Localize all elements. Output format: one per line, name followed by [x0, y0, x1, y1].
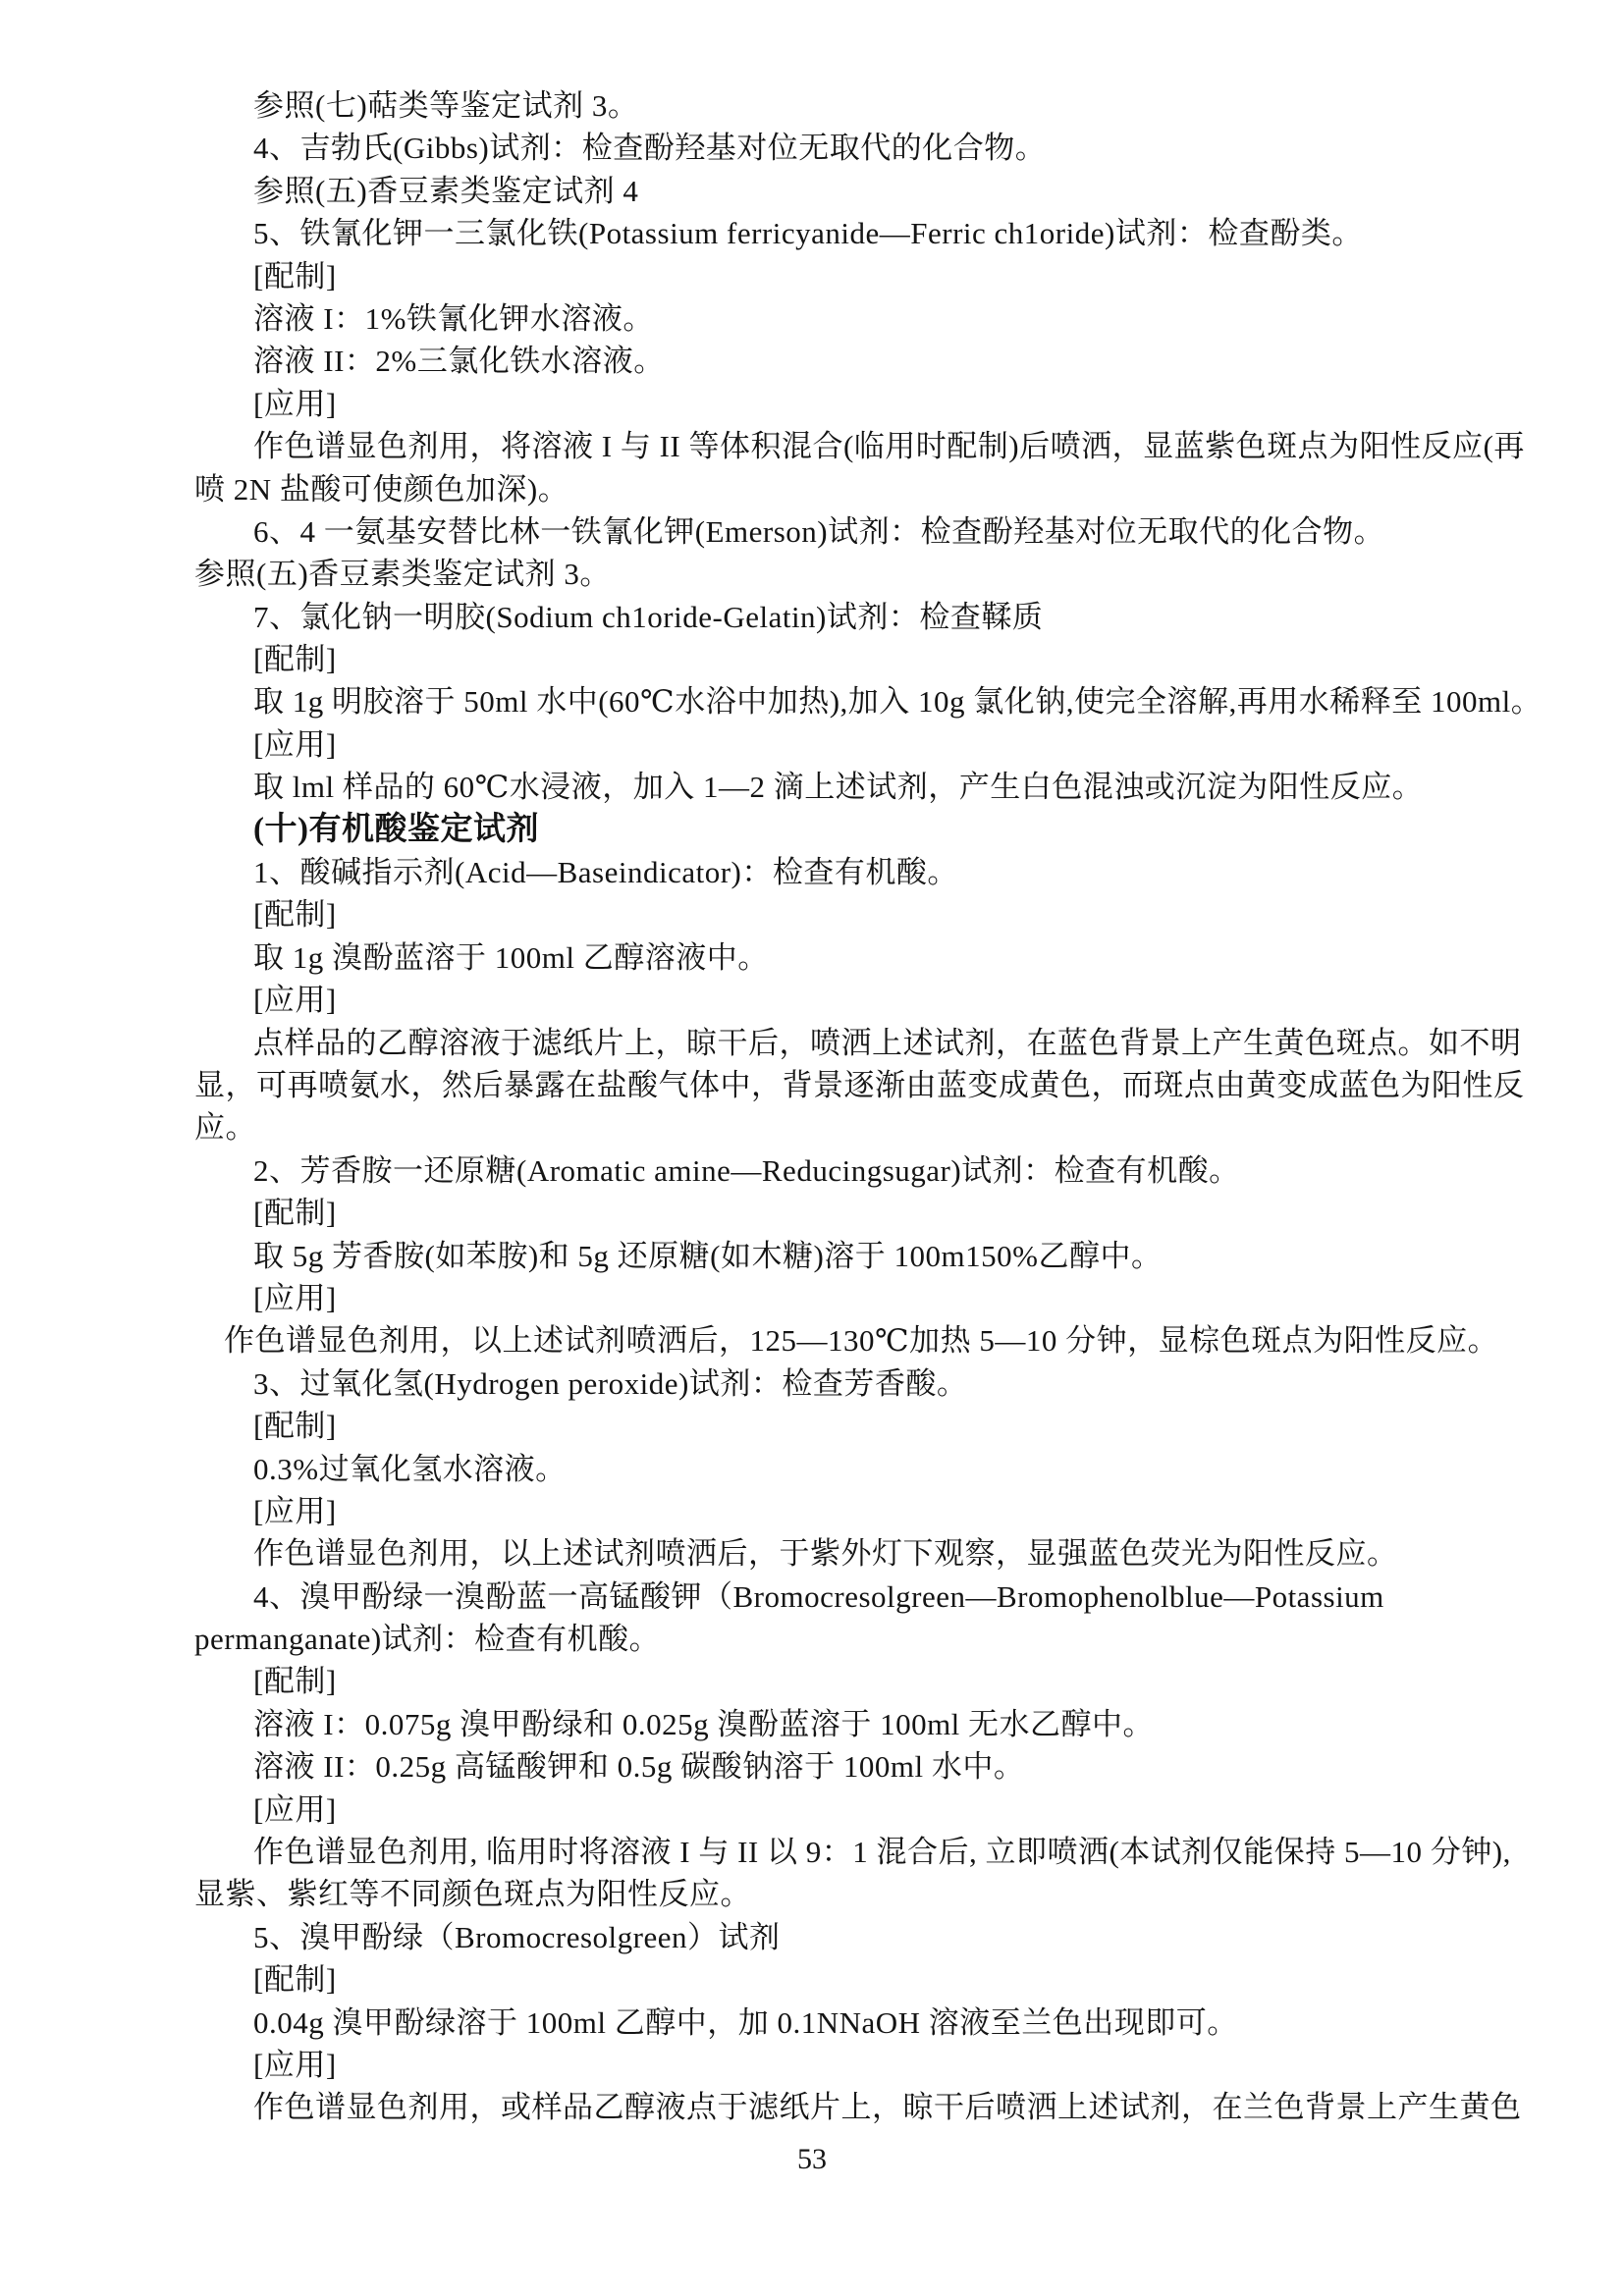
text-line: 2、芳香胺一还原糖(Aromatic amine—Reducingsugar)试剂：检查有机酸。 [253, 1152, 1240, 1188]
text-line: [应用] [253, 1280, 337, 1315]
text-line: [配制] [253, 1196, 337, 1231]
text-line: 6、4 一氨基安替比林一铁氰化钾(Emerson)试剂：检查酚羟基对位无取代的化合物。 [253, 513, 1385, 549]
text-line: 3、过氧化氢(Hydrogen peroxide)试剂：检查芳香酸。 [253, 1365, 968, 1401]
text-line: [配制] [253, 897, 337, 933]
text-line: 5、溴甲酚绿（Bromocresolgreen）试剂 [253, 1919, 781, 1954]
text-line: 显紫、紫红等不同颜色斑点为阳性反应。 [194, 1877, 751, 1912]
text-line: 0.3%过氧化氢水溶液。 [253, 1451, 567, 1486]
text-line: [应用] [253, 983, 337, 1018]
text-line: 取 1g 溴酚蓝溶于 100ml 乙醇溶液中。 [253, 939, 769, 975]
text-line: 0.04g 溴甲酚绿溶于 100ml 乙醇中，加 0.1NNaOH 溶液至兰色出现即可。 [253, 2004, 1238, 2040]
text-line: [应用] [253, 2047, 337, 2082]
text-line: [配制] [253, 1962, 337, 1998]
text-line: 参照(五)香豆素类鉴定试剂 4 [253, 173, 639, 208]
text-line: [配制] [253, 258, 337, 294]
text-line: 作色谱显色剂用，以上述试剂喷洒后，于紫外灯下观察，显强蓝色荧光为阳性反应。 [253, 1536, 1398, 1572]
text-line: 显，可再喷氨水，然后暴露在盐酸气体中，背景逐渐由蓝变成黄色，而斑点由黄变成蓝色为阳性反 [194, 1067, 1525, 1102]
text-line: 作色谱显色剂用，将溶液 I 与 II 等体积混合(临用时配制)后喷洒，显蓝紫色斑点为阳性反应(再 [253, 429, 1525, 464]
text-line: [应用] [253, 1493, 337, 1528]
text-line: 4、吉勃氏(Gibbs)试剂：检查酚羟基对位无取代的化合物。 [253, 131, 1047, 166]
text-line: 取 1g 明胶溶于 50ml 水中(60℃水浴中加热),加入 10g 氯化钠,使完全溶解,再用水稀释至 100ml。 [253, 684, 1543, 720]
text-line: 作色谱显色剂用，或样品乙醇液点于滤纸片上，晾干后喷洒上述试剂，在兰色背景上产生黄色 [253, 2090, 1522, 2125]
text-line: 喷 2N 盐酸可使颜色加深)。 [194, 471, 569, 507]
text-line: 7、氯化钠一明胶(Sodium ch1oride-Gelatin)试剂：检查鞣质 [253, 599, 1044, 634]
text-line: [配制] [253, 1664, 337, 1699]
text-line: [应用] [253, 1791, 337, 1827]
text-line: [应用] [253, 726, 337, 762]
text-line: 应。 [194, 1110, 256, 1146]
text-line: 4、溴甲酚绿一溴酚蓝一高锰酸钾（Bromocresolgreen—Bromophenolblue—Potassium [253, 1578, 1384, 1614]
text-line: 溶液 I：0.075g 溴甲酚绿和 0.025g 溴酚蓝溶于 100ml 无水乙醇中。 [253, 1706, 1155, 1741]
text-line: 溶液 I：1%铁氰化钾水溶液。 [253, 300, 654, 336]
text-line: [配制] [253, 642, 337, 677]
text-line: [应用] [253, 386, 337, 421]
section-heading: (十)有机酸鉴定试剂 [253, 811, 539, 847]
text-line: 5、铁氰化钾一三氯化铁(Potassium ferricyanide—Ferric ch1oride)试剂：检查酚类。 [253, 216, 1363, 251]
text-line: 溶液 II：2%三氯化铁水溶液。 [253, 344, 665, 379]
text-line: 溶液 II：0.25g 高锰酸钾和 0.5g 碳酸钠溶于 100ml 水中。 [253, 1749, 1025, 1785]
text-line: 取 lml 样品的 60℃水浸液，加入 1—2 滴上述试剂，产生白色混浊或沉淀为阳性反应。 [253, 770, 1424, 805]
text-line: 参照(五)香豆素类鉴定试剂 3。 [194, 557, 611, 592]
text-line: 作色谱显色剂用, 临用时将溶液 I 与 II 以 9：1 混合后, 立即喷洒(本试剂仅能保持 5—10 分钟), [253, 1835, 1511, 1870]
text-line: 1、酸碱指示剂(Acid—Baseindicator)：检查有机酸。 [253, 855, 958, 890]
page-number: 53 [797, 2143, 827, 2175]
document-body [194, 84, 1543, 2129]
text-line: permanganate)试剂：检查有机酸。 [194, 1622, 661, 1657]
text-line: 参照(七)萜类等鉴定试剂 3。 [253, 88, 639, 123]
text-line: 作色谱显色剂用，以上述试剂喷洒后，125—130℃加热 5—10 分钟，显棕色斑点为阳性反应。 [224, 1323, 1499, 1359]
text-line: 取 5g 芳香胺(如苯胺)和 5g 还原糖(如木糖)溶于 100m150%乙醇中。 [253, 1238, 1163, 1273]
text-line: 点样品的乙醇溶液于滤纸片上，晾干后，喷洒上述试剂，在蓝色背景上产生黄色斑点。如不明 [253, 1025, 1522, 1060]
text-line: [配制] [253, 1409, 337, 1444]
